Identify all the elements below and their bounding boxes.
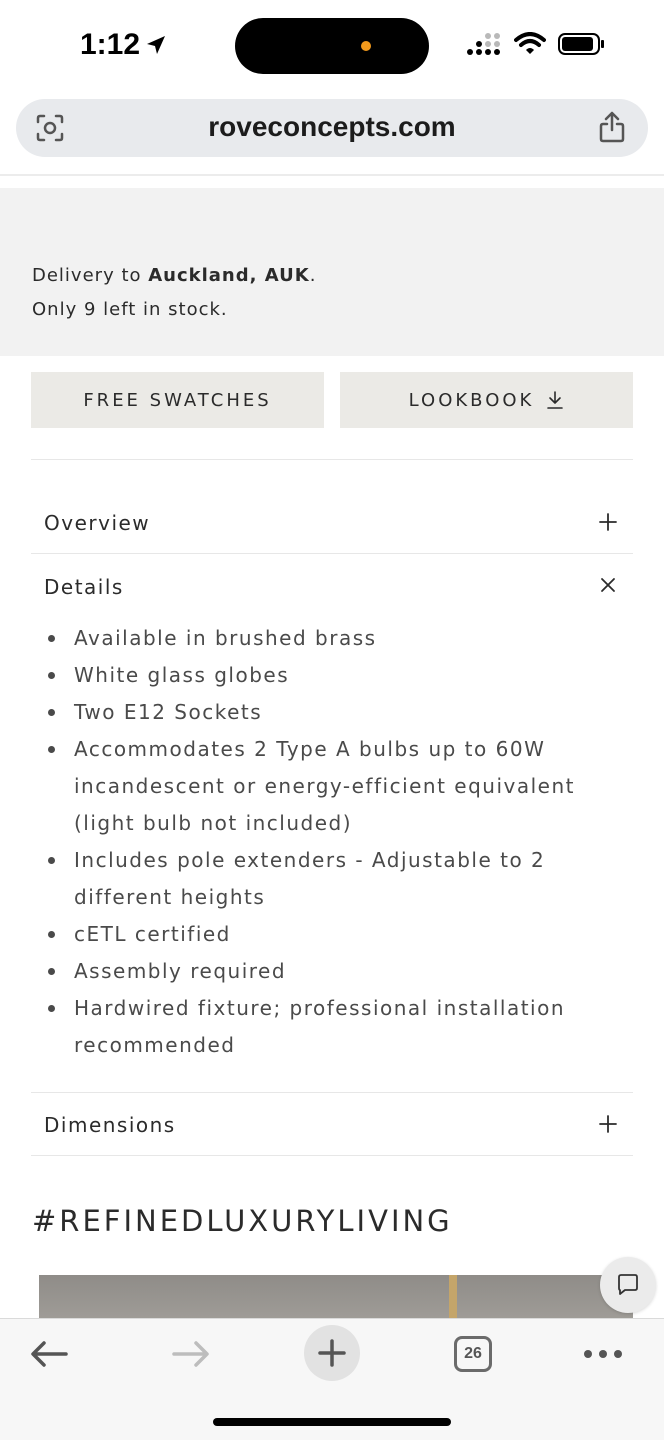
delivery-info [0,188,664,356]
plus-icon [317,1338,347,1368]
close-icon[interactable] [598,575,618,595]
free-swatches-button[interactable] [31,372,324,428]
accordion-divider [31,553,633,554]
wifi-icon [514,32,546,56]
section-heading: #REFINEDLUXURYLIVING [32,1204,453,1238]
plus-icon[interactable] [598,1114,618,1134]
delivery-location[interactable]: Auckland, AUK [148,265,310,286]
chat-button[interactable] [600,1257,656,1313]
home-indicator[interactable] [213,1418,451,1426]
list-item: Includes pole extenders - Adjustable to 2 different heights [44,842,604,916]
list-item: White glass globes [44,657,604,694]
cellular-signal-icon [466,32,502,56]
battery-icon [558,32,606,56]
more-button[interactable] [580,1329,626,1379]
status-bar [0,0,664,92]
accordion-details-title[interactable]: Details [44,575,124,599]
time-text: 1:12 [80,28,141,61]
delivery-location-line: Delivery to Auckland, AUK. [32,265,317,286]
chat-icon [615,1272,641,1298]
tabs-button[interactable] [452,1329,494,1379]
plus-icon[interactable] [598,512,618,532]
list-item: Two E12 Sockets [44,694,604,731]
status-icons [466,32,606,56]
list-item: Available in brushed brass [44,620,604,657]
more-dots-icon [583,1349,623,1359]
address-bar[interactable] [16,99,648,157]
list-item: Accommodates 2 Type A bulbs up to 60W incandescent or energy-efficient equivalent (light bulb not included) [44,731,604,842]
share-icon[interactable] [596,110,628,148]
dynamic-island [235,18,429,74]
free-swatches-label: FREE SWATCHES [83,389,272,411]
accordion-overview-title[interactable]: Overview [44,511,151,535]
download-icon [546,390,564,410]
lookbook-button[interactable] [340,372,633,428]
section-divider [31,459,633,460]
list-item: cETL certified [44,916,604,953]
new-tab-button[interactable] [304,1325,360,1381]
toolbar-divider [0,174,664,176]
details-list [44,620,604,1064]
list-item: Hardwired fixture; professional installation recommended [44,990,604,1064]
status-time [80,28,168,62]
url-text[interactable]: roveconcepts.com [208,111,456,142]
accordion-dimensions-title[interactable]: Dimensions [44,1113,176,1137]
accordion-divider [31,1155,633,1156]
back-arrow-icon [30,1339,68,1369]
back-button[interactable] [28,1329,70,1379]
list-item: Assembly required [44,953,604,990]
privacy-indicator-dot [361,41,371,51]
lookbook-label: LOOKBOOK [408,389,535,411]
forward-button[interactable] [170,1329,212,1379]
stock-status: Only 9 left in stock. [32,299,228,320]
forward-arrow-icon [172,1339,210,1369]
accordion-divider [31,1092,633,1093]
tab-count: 26 [454,1336,492,1372]
location-arrow-icon [144,33,168,57]
